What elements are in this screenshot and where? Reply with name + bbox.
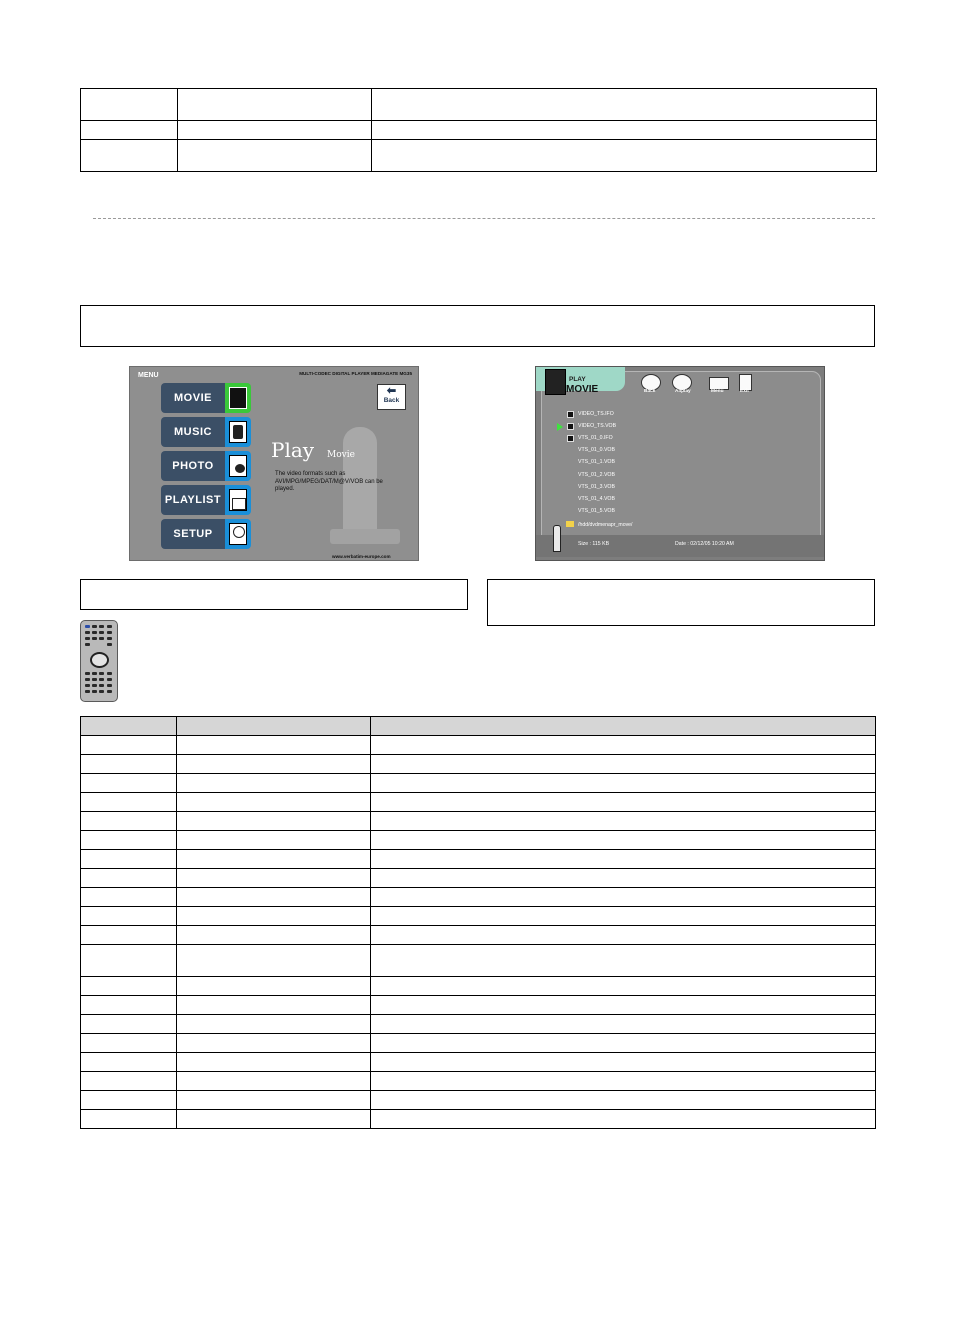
storage-device-icon xyxy=(553,525,561,552)
table-row xyxy=(81,926,876,945)
table-header-row xyxy=(81,717,876,736)
top-table xyxy=(80,88,877,172)
format-description: The video formats such as AVI/MPG/MPEG/DAT/M@V/VOB can be played. xyxy=(275,471,383,492)
file-item[interactable]: VIDEO_TS.IFO xyxy=(578,411,614,417)
table-row xyxy=(81,89,877,121)
selection-cursor-icon xyxy=(557,423,563,431)
table-row xyxy=(81,831,876,850)
table-row xyxy=(81,1072,876,1091)
table-row xyxy=(81,1034,876,1053)
menu-item-movie[interactable]: MOVIE xyxy=(161,383,225,413)
menu-item-playlist[interactable]: PLAYLIST xyxy=(161,485,225,515)
current-path: /hdd/dvdmenapr_move/ xyxy=(578,522,633,528)
back-button[interactable] xyxy=(377,384,406,410)
table-row xyxy=(81,774,876,793)
file-item[interactable]: VIDEO_TS.VOB xyxy=(578,423,617,429)
table-row xyxy=(81,121,877,140)
table-row xyxy=(81,1110,876,1129)
player-stand-illustration xyxy=(330,529,400,544)
file-item[interactable]: VTS_01_4.VOB xyxy=(578,496,615,502)
file-item[interactable]: VTS_01_2.VOB xyxy=(578,472,615,478)
menu-item-photo[interactable]: PHOTO xyxy=(161,451,225,481)
file-item[interactable]: VTS_01_3.VOB xyxy=(578,484,615,490)
movie-browser-screenshot xyxy=(535,366,825,561)
menu-screenshot xyxy=(129,366,419,561)
table-row xyxy=(81,140,877,172)
toolbar-menu-label: Menu xyxy=(711,389,724,394)
menu-corner-label: MENU xyxy=(138,372,159,379)
caption-box-right xyxy=(487,579,875,626)
film-icon xyxy=(545,369,566,395)
table-row xyxy=(81,888,876,907)
box-icon xyxy=(225,485,251,515)
folder-icon xyxy=(566,521,574,527)
file-icon xyxy=(567,411,574,418)
file-date: Date : 02/12/05 10:20 AM xyxy=(675,541,734,547)
caption-box-left xyxy=(80,579,468,610)
play-title: Play xyxy=(271,438,315,462)
film-icon xyxy=(225,383,251,413)
website-url: www.verbatim-europe.com xyxy=(332,554,391,559)
file-item[interactable]: VTS_01_0.VOB xyxy=(578,447,615,453)
table-row xyxy=(81,907,876,926)
table-row xyxy=(81,850,876,869)
product-banner: MULTI-CODEC DIGITAL PLAYER MEDIAGATE MG35 xyxy=(299,371,412,376)
section-divider xyxy=(93,218,875,219)
file-item[interactable]: VTS_01_5.VOB xyxy=(578,508,615,514)
toolbar-back-label: Back xyxy=(644,389,656,394)
table-row xyxy=(81,1015,876,1034)
remote-control-icon xyxy=(80,620,118,702)
file-item[interactable]: VTS_01_0.IFO xyxy=(578,435,613,441)
file-icon xyxy=(567,435,574,442)
note-box xyxy=(80,305,875,347)
table-row xyxy=(81,977,876,996)
toolbar-exit-label: Exit xyxy=(740,389,749,394)
file-size: Size : 115 KB xyxy=(578,541,610,547)
table-row xyxy=(81,755,876,774)
menu-item-setup[interactable]: SETUP xyxy=(161,519,225,549)
table-row xyxy=(81,869,876,888)
table-row xyxy=(81,945,876,977)
play-subtitle: Movie xyxy=(327,450,355,460)
back-label: Back xyxy=(383,397,400,404)
tab-line-movie: MOVIE xyxy=(566,384,599,395)
table-row xyxy=(81,736,876,755)
key-function-table xyxy=(80,716,876,1129)
file-icon xyxy=(567,423,574,430)
table-row xyxy=(81,793,876,812)
file-item[interactable]: VTS_01_1.VOB xyxy=(578,459,615,465)
tab-line-play: PLAY xyxy=(569,376,586,383)
clock-icon xyxy=(225,519,251,549)
camera-icon xyxy=(225,451,251,481)
toolbar-allplay-label: Allplay xyxy=(675,389,691,394)
table-row xyxy=(81,812,876,831)
table-row xyxy=(81,996,876,1015)
speaker-icon xyxy=(225,417,251,447)
back-arrow-icon: ⬅ xyxy=(386,385,397,397)
menu-item-music[interactable]: MUSIC xyxy=(161,417,225,447)
table-row xyxy=(81,1091,876,1110)
table-row xyxy=(81,1053,876,1072)
